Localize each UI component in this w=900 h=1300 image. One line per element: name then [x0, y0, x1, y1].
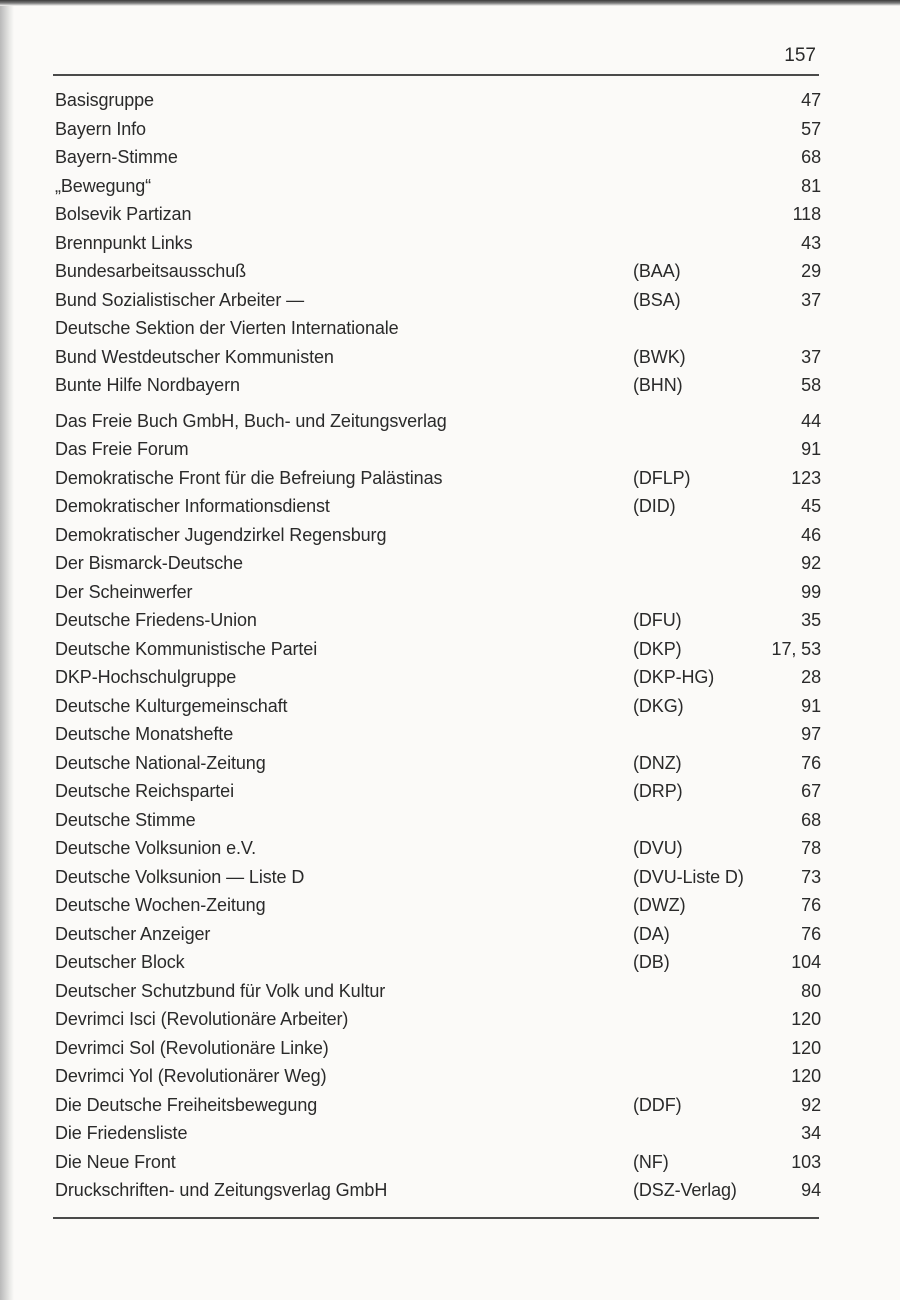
index-entry: [55, 435, 821, 464]
entry-name: Bunte Hilfe Nordbayern: [55, 375, 240, 395]
index-entry: [55, 464, 821, 493]
entry-abbreviation: (DSZ-Verlag): [633, 1180, 737, 1200]
entry-name: Demokratischer Informationsdienst: [55, 496, 330, 516]
index-entry: [55, 407, 821, 436]
index-entry: [55, 200, 821, 229]
entry-abbreviation: (DA): [633, 923, 670, 944]
entry-name: Druckschriften- und Zeitungsverlag GmbH: [55, 1180, 388, 1200]
entry-page-number: 118: [792, 204, 821, 224]
entry-name: Das Freie Buch GmbH, Buch- und Zeitungsverlag: [55, 410, 447, 431]
index-entry: [55, 806, 821, 835]
index-entry: [55, 863, 821, 892]
entry-name: Devrimci Sol (Revolutionäre Linke): [55, 1037, 329, 1058]
entry-page-number: 80: [801, 980, 821, 1001]
entry-page-number: 123: [791, 467, 821, 488]
entry-name: Bayern-Stimme: [55, 147, 178, 167]
entry-abbreviation: (DB): [633, 952, 670, 972]
top-edge: [0, 0, 900, 6]
index-entry: [55, 692, 821, 721]
index-entry: [55, 1119, 821, 1148]
index-entry: [55, 948, 821, 977]
entry-name: Deutsche Stimme: [55, 809, 196, 830]
entry-page-number: 91: [801, 695, 821, 716]
index-entry: [55, 172, 821, 201]
index-entry: [55, 492, 821, 521]
index-entry: [55, 891, 821, 920]
entry-page-number: 94: [801, 1180, 821, 1200]
entry-name: Deutsche Volksunion e.V.: [55, 838, 257, 858]
entry-name: Deutsche Friedens-Union: [55, 610, 257, 630]
entry-name: Der Bismarck-Deutsche: [55, 553, 243, 573]
entry-page-number: 45: [801, 496, 821, 516]
index-entry: [55, 1062, 821, 1091]
entry-page-number: 76: [801, 752, 821, 773]
entry-abbreviation: (DVU-Liste D): [633, 866, 744, 887]
index-entry: [55, 521, 821, 550]
index-entry: [55, 371, 821, 400]
entry-name: Devrimci Isci (Revolutionäre Arbeiter): [55, 1009, 349, 1029]
entry-page-number: 57: [801, 118, 821, 139]
entry-page-number: 120: [791, 1066, 821, 1086]
entry-page-number: 47: [801, 90, 821, 110]
entry-name: Bayern Info: [55, 118, 146, 139]
entry-page-number: 103: [791, 1151, 821, 1172]
entry-page-number: 97: [801, 724, 821, 744]
index-entry: [55, 343, 821, 372]
index-entry: [55, 606, 821, 635]
entry-name: Deutsche Reichspartei: [55, 781, 234, 801]
index-entry: [55, 720, 821, 749]
index-entry: [55, 229, 821, 258]
index-entry: [55, 1176, 821, 1205]
entry-page-number: 120: [791, 1037, 821, 1058]
entry-name: Die Deutsche Freiheitsbewegung: [55, 1094, 318, 1115]
entry-page-number: 76: [801, 923, 821, 944]
header-rule: [53, 74, 819, 76]
entry-page-number: 76: [801, 895, 821, 915]
entry-page-number: 46: [801, 524, 821, 545]
entry-name: Demokratischer Jugendzirkel Regensburg: [55, 524, 387, 545]
index-entry: [55, 257, 821, 286]
entry-page-number: 35: [801, 610, 821, 630]
entry-abbreviation: (BSA): [633, 289, 681, 310]
index-entry: [55, 1034, 821, 1063]
index-entry: [55, 749, 821, 778]
entry-abbreviation: (BHN): [633, 375, 683, 395]
entry-page-number: 67: [801, 781, 821, 801]
entry-page-number: 78: [801, 838, 821, 858]
entry-page-number: 44: [801, 410, 821, 431]
entry-page-number: 120: [791, 1009, 821, 1029]
entry-page-number: 34: [801, 1123, 821, 1143]
entry-abbreviation: (DKP-HG): [633, 667, 715, 687]
entry-abbreviation: (NF): [633, 1151, 669, 1172]
entry-page-number: 73: [801, 866, 821, 887]
entry-abbreviation: (BAA): [633, 261, 681, 281]
entry-name: Die Neue Front: [55, 1151, 176, 1172]
index-entry: [55, 635, 821, 664]
index-list: [55, 86, 821, 1205]
entry-abbreviation: (DFLP): [633, 467, 691, 488]
entry-page-number: 92: [801, 553, 821, 573]
index-entry: [55, 1148, 821, 1177]
index-entry: [55, 143, 821, 172]
entry-name: Deutsche National-Zeitung: [55, 752, 266, 773]
entry-page-number: 68: [801, 809, 821, 830]
footer-rule: [53, 1217, 819, 1219]
entry-abbreviation: (DRP): [633, 781, 683, 801]
index-entry: [55, 286, 821, 343]
entry-name: Demokratische Front für die Befreiung Palästinas: [55, 467, 443, 488]
entry-page-number: 17, 53: [771, 638, 821, 659]
entry-name: Bolsevik Partizan: [55, 204, 192, 224]
entry-page-number: 68: [801, 147, 821, 167]
entry-name: Die Friedensliste: [55, 1123, 188, 1143]
entry-abbreviation: (DID): [633, 496, 676, 516]
entry-name: Devrimci Yol (Revolutionärer Weg): [55, 1066, 327, 1086]
entry-abbreviation: (BWK): [633, 346, 686, 367]
entry-page-number: 29: [801, 261, 821, 281]
index-entry: [55, 549, 821, 578]
page-edge-shadow: [0, 0, 14, 1300]
entry-abbreviation: (DKP): [633, 638, 682, 659]
entry-name: DKP-Hochschulgruppe: [55, 667, 237, 687]
entry-page-number: 37: [801, 346, 821, 367]
index-entry: [55, 86, 821, 115]
index-entry: [55, 578, 821, 607]
entry-name: Deutsche Kulturgemeinschaft: [55, 695, 288, 716]
entry-page-number: 58: [801, 375, 821, 395]
entry-name: Deutsche Monatshefte: [55, 724, 234, 744]
index-entry: [55, 663, 821, 692]
entry-page-number: 28: [801, 667, 821, 687]
entry-name: Bundesarbeitsausschuß: [55, 261, 247, 281]
entry-name: Deutscher Block: [55, 952, 185, 972]
index-entry: [55, 920, 821, 949]
entry-abbreviation: (DDF): [633, 1094, 682, 1115]
index-entry: [55, 1091, 821, 1120]
entry-page-number: 104: [791, 952, 821, 972]
entry-page-number: 91: [801, 439, 821, 459]
entry-name: Bund Sozialistischer Arbeiter — Deutsche Sektion der Vierten Internationale: [55, 289, 399, 338]
entry-page-number: 81: [801, 175, 821, 196]
index-entry: [55, 977, 821, 1006]
entry-name: Bund Westdeutscher Kommunisten: [55, 346, 334, 367]
index-entry: [55, 834, 821, 863]
index-entry: [55, 777, 821, 806]
index-entry: [55, 115, 821, 144]
entry-abbreviation: (DFU): [633, 610, 682, 630]
entry-name: Deutsche Volksunion — Liste D: [55, 866, 305, 887]
entry-name: Brennpunkt Links: [55, 232, 193, 253]
entry-page-number: 43: [801, 232, 821, 253]
entry-name: „Bewegung“: [55, 175, 152, 196]
entry-abbreviation: (DWZ): [633, 895, 686, 915]
entry-abbreviation: (DKG): [633, 695, 684, 716]
entry-abbreviation: (DNZ): [633, 752, 682, 773]
page-number: 157: [784, 45, 816, 66]
entry-name: Das Freie Forum: [55, 439, 189, 459]
entry-name: Basisgruppe: [55, 90, 154, 110]
entry-name: Deutsche Wochen-Zeitung: [55, 895, 266, 915]
entry-abbreviation: (DVU): [633, 838, 683, 858]
entry-page-number: 99: [801, 581, 821, 602]
entry-name: Deutsche Kommunistische Partei: [55, 638, 318, 659]
entry-name: Deutscher Anzeiger: [55, 923, 211, 944]
entry-page-number: 37: [801, 289, 821, 310]
entry-name: Deutscher Schutzbund für Volk und Kultur: [55, 980, 386, 1001]
index-entry: [55, 1005, 821, 1034]
entry-page-number: 92: [801, 1094, 821, 1115]
entry-name: Der Scheinwerfer: [55, 581, 193, 602]
